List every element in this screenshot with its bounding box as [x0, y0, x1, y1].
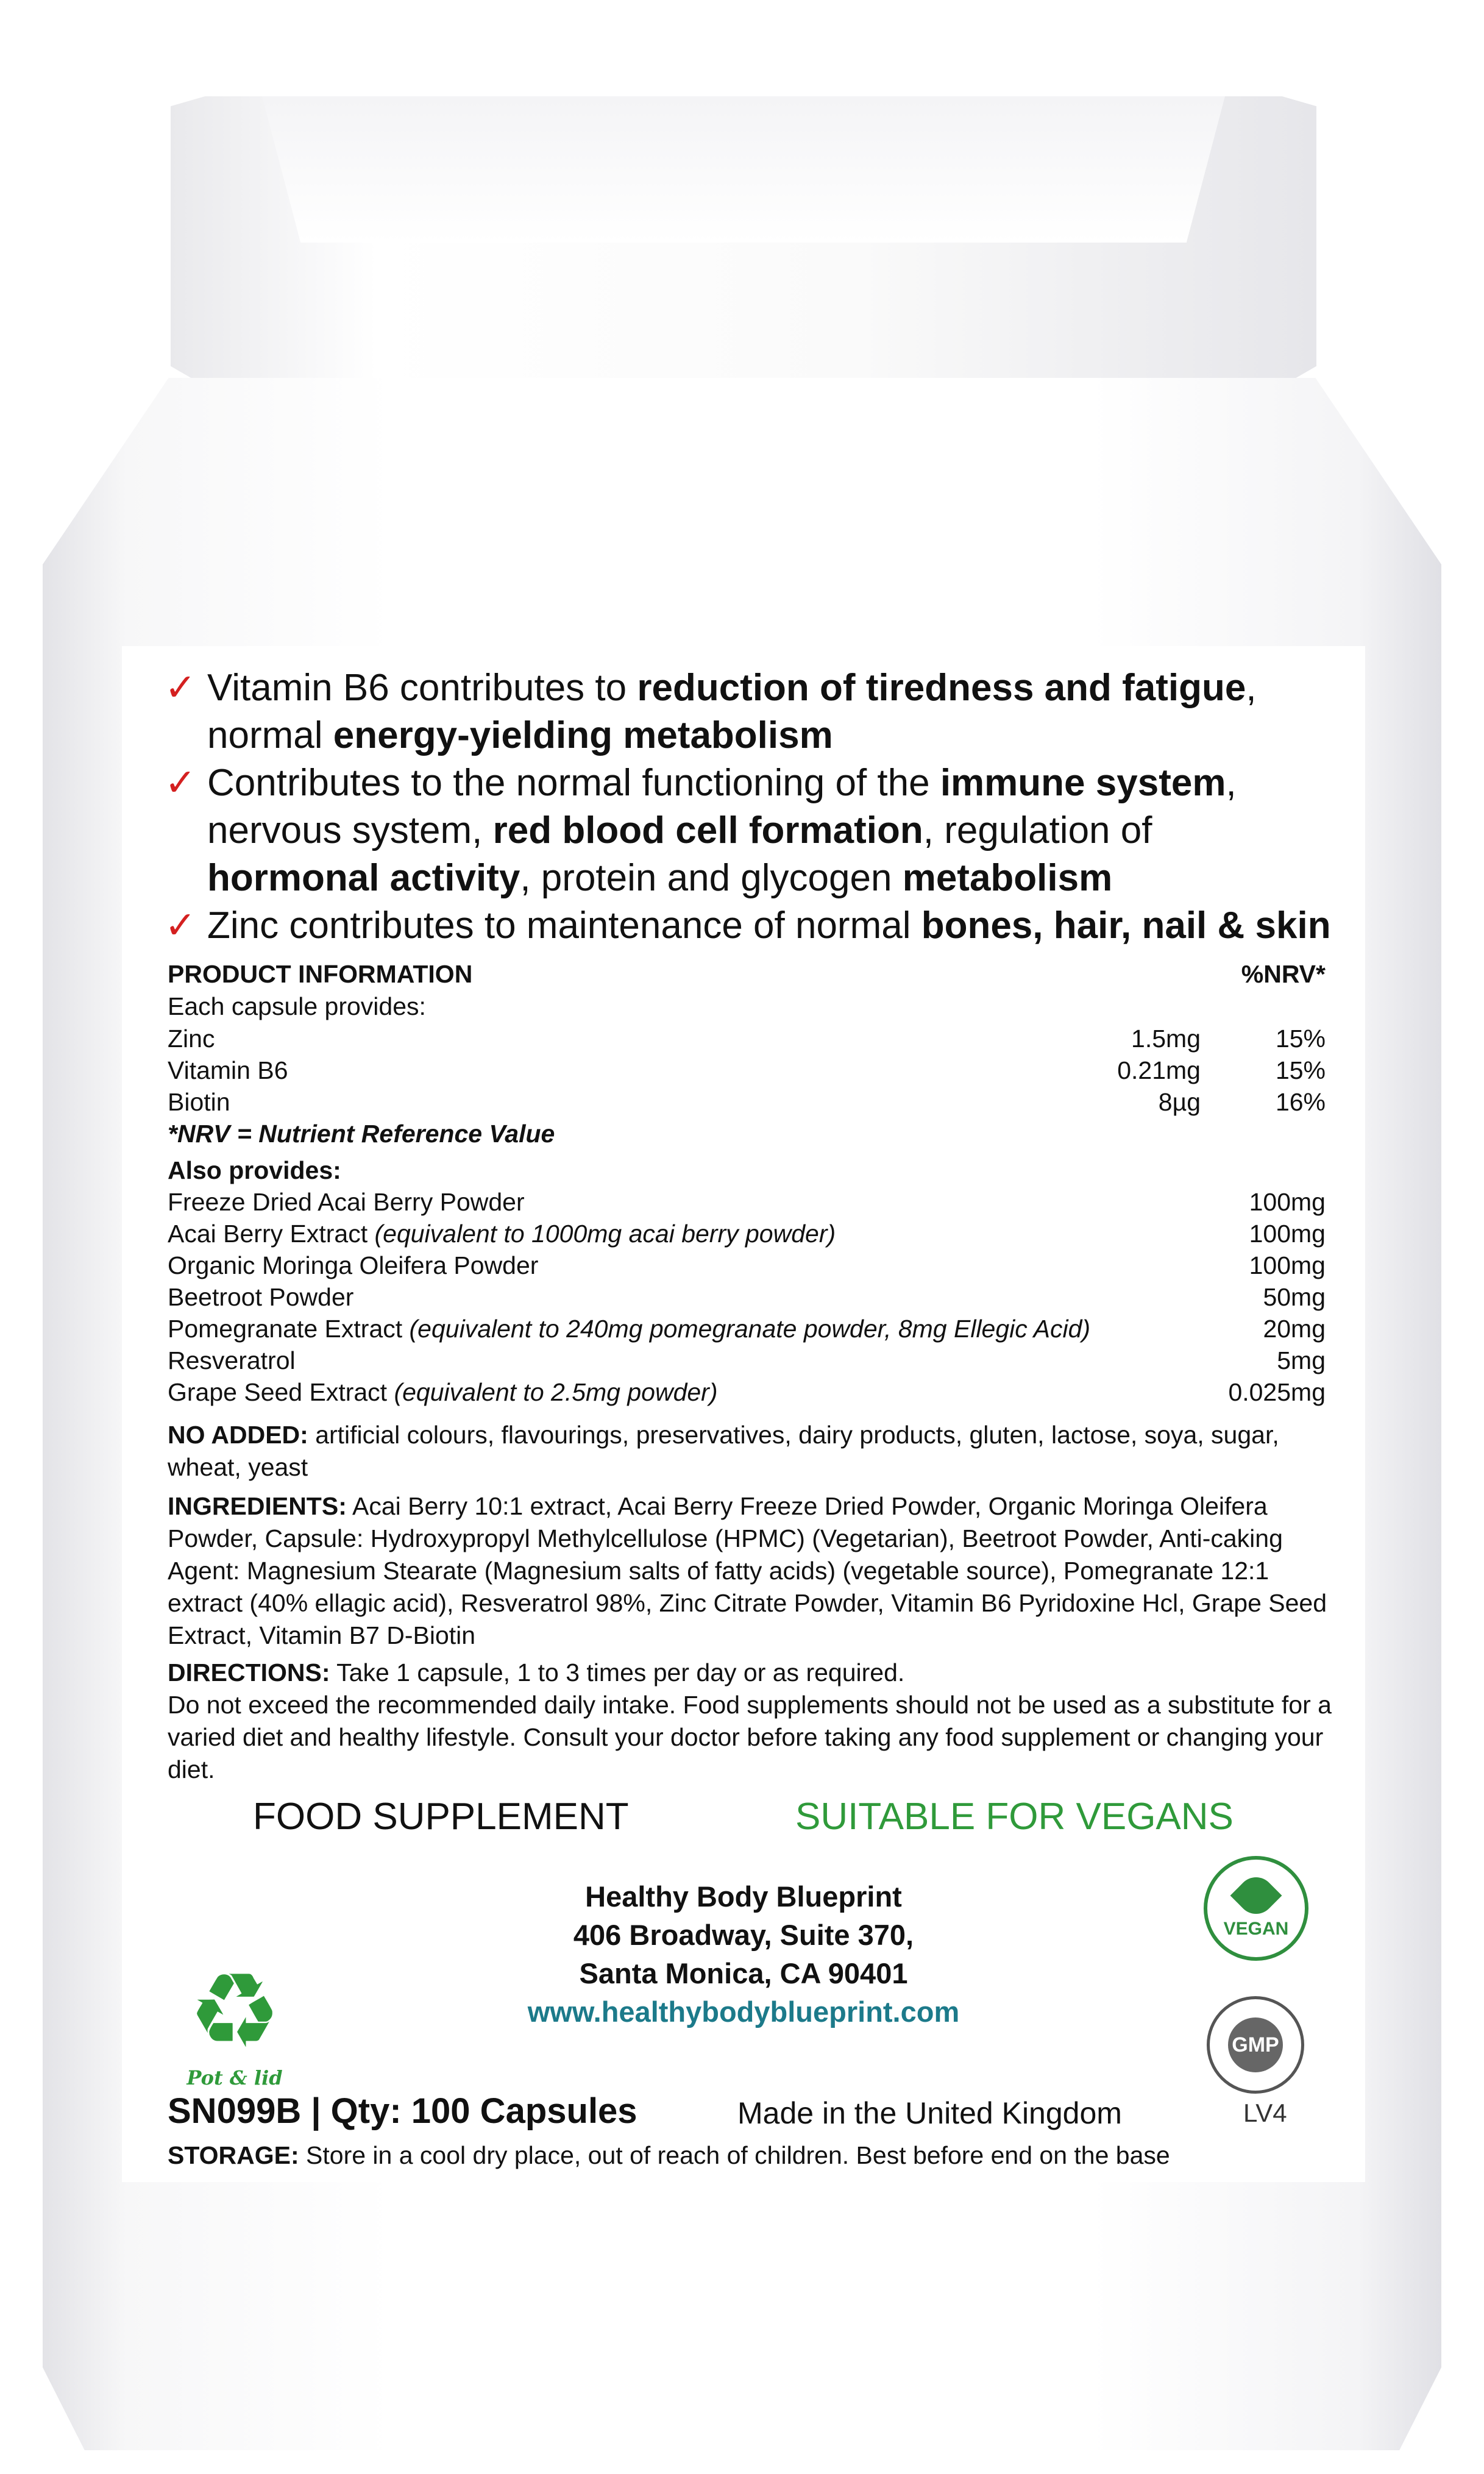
nutrient-row: Zinc 1.5mg 15%	[168, 1025, 1326, 1053]
made-in-text: Made in the United Kingdom	[737, 2096, 1122, 2130]
product-label	[122, 646, 1365, 2182]
leaf-icon	[1230, 1870, 1282, 1922]
extra-row: Grape Seed Extract (equivalent to 2.5mg powder) 0.025mg	[168, 1378, 1326, 1406]
company-name: Healthy Body Blueprint	[585, 1880, 902, 1913]
also-provides-heading: Also provides:	[168, 1156, 341, 1184]
checkmark-icon: ✓	[165, 905, 196, 947]
recycle-logo: ♻ Pot & lid	[174, 1957, 296, 2091]
bottle-lid-top	[262, 96, 1225, 243]
gmp-badge: GMP	[1207, 1996, 1304, 2094]
suitable-for-vegans-text: SUITABLE FOR VEGANS	[795, 1796, 1234, 1838]
no-added-section: NO ADDED: artificial colours, flavourings, preservatives, dairy products, gluten, lactose, soya, sugar, wheat, yeast	[168, 1421, 1279, 1481]
checkmark-icon: ✓	[165, 667, 196, 709]
food-supplement-text: FOOD SUPPLEMENT	[253, 1796, 629, 1838]
claim-1: ✓ Vitamin B6 contributes to reduction of tiredness and fatigue, normal energy-yielding metabolism	[165, 664, 1371, 759]
nutrient-row: Biotin 8µg 16%	[168, 1088, 1326, 1116]
extra-row: Acai Berry Extract (equivalent to 1000mg acai berry powder) 100mg	[168, 1220, 1326, 1248]
vegan-badge: VEGAN	[1204, 1856, 1308, 1961]
storage-section: STORAGE: Store in a cool dry place, out of reach of children. Best before end on the base	[168, 2141, 1170, 2169]
company-address-line2: Santa Monica, CA 90401	[579, 1957, 908, 1989]
lv-code: LV4	[1243, 2099, 1287, 2127]
company-website-link[interactable]: www.healthybodyblueprint.com	[527, 1996, 960, 2028]
nrv-heading: %NRV*	[1241, 960, 1326, 988]
recycle-icon: ♻	[188, 1953, 282, 2069]
extra-row: Pomegranate Extract (equivalent to 240mg pomegranate powder, 8mg Ellegic Acid) 20mg	[168, 1315, 1326, 1343]
claim-3: ✓ Zinc contributes to maintenance of normal bones, hair, nail & skin	[165, 902, 1371, 950]
product-information-heading: PRODUCT INFORMATION %NRV*	[168, 960, 1326, 988]
each-capsule-text: Each capsule provides:	[168, 992, 426, 1020]
extra-row: Organic Moringa Oleifera Powder 100mg	[168, 1251, 1326, 1279]
ingredients-section: INGREDIENTS: Acai Berry 10:1 extract, Acai Berry Freeze Dried Powder, Organic Moringa Oleifera Powder, Capsule: Hydroxypropyl Methylcellulose (HPMC) (Vegetarian), Beetroot Powder, Anti-caking Agent: Magnesium Stearate (Magnesium salts of fatty acids) (vegetable source), Pomegranate 12:1 extract (40% ellagic acid), Resveratrol 98%, Zinc Citrate Powder, Vitamin B6 Pyridoxine Hcl, Grape Seed Extract, Vitamin B7 D-Biotin	[168, 1492, 1327, 1649]
nrv-note: *NRV = Nutrient Reference Value	[168, 1120, 555, 1148]
company-address-line1: 406 Broadway, Suite 370,	[573, 1919, 914, 1951]
extra-row: Freeze Dried Acai Berry Powder 100mg	[168, 1188, 1326, 1216]
claim-2: ✓ Contributes to the normal functioning of the immune system, nervous system, red blood cell formation, regulation of hormonal activity, protein and glycogen metabolism	[165, 759, 1371, 902]
extra-row: Beetroot Powder 50mg	[168, 1283, 1326, 1311]
directions-section: DIRECTIONS: Take 1 capsule, 1 to 3 times per day or as required. Do not exceed the recommended daily intake. Food supplements should not be used as a substitute for a varied diet and healthy lifestyle. Consult your doctor before taking any food supplement or changing your diet.	[168, 1658, 1332, 1783]
extra-row: Resveratrol 5mg	[168, 1346, 1326, 1374]
claims-list	[165, 664, 1371, 950]
nutrient-row: Vitamin B6 0.21mg 15%	[168, 1056, 1326, 1084]
checkmark-icon: ✓	[165, 762, 196, 804]
sn-qty-text: SN099B | Qty: 100 Capsules	[168, 2091, 637, 2131]
